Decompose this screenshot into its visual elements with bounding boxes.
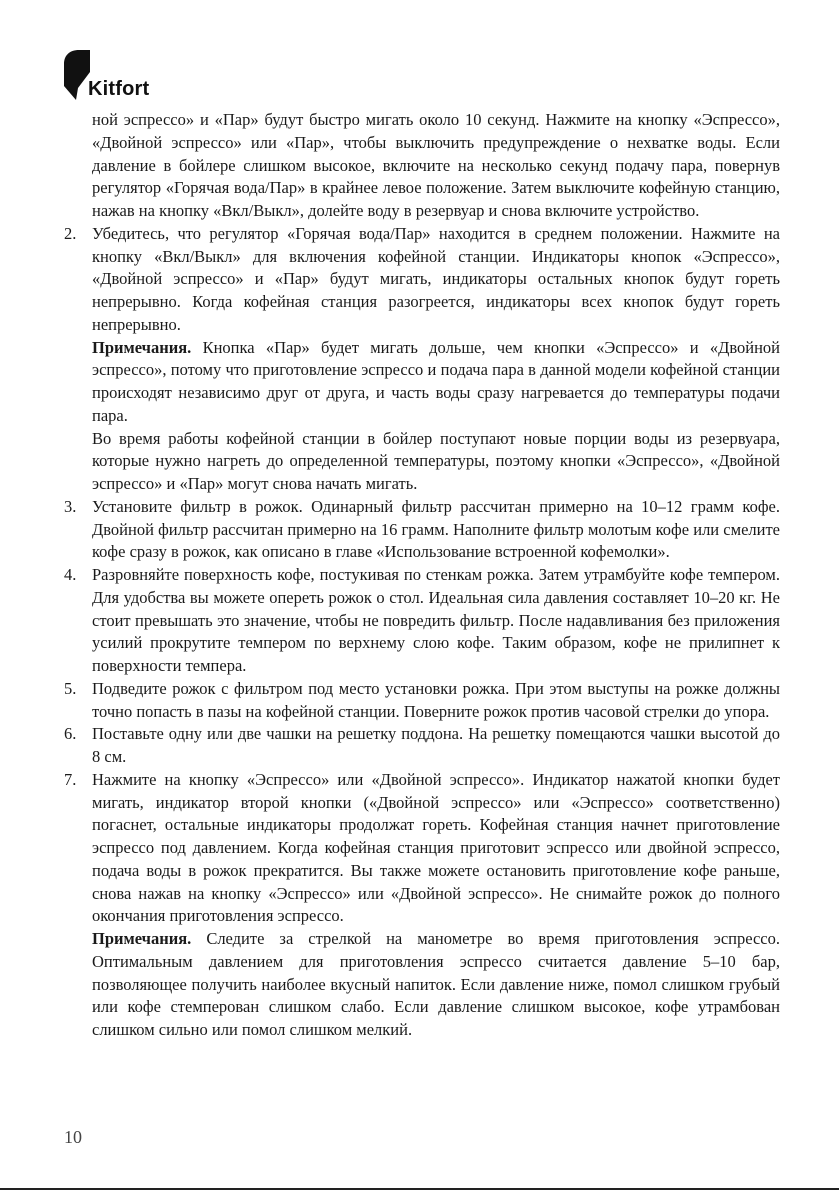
intro-paragraph: ной эспрессо» и «Пар» будут быстро мигать около 10 секунд. Нажмите на кнопку «Эспрессо», «Двойной эспрессо» или «Пар», чтобы выключить предупреждение о нехватке воды. Если давление в бойлере слишком высокое, включите на несколько секунд подачу пара, повернув регулятор «Горячая вода/Пар» в крайнее левое положение. Затем выключите кофейную станцию, нажав на кнопку «Вкл/Выкл», долейте воду в резервуар и снова включите устройство. — [92, 110, 780, 220]
item-text: Подведите рожок с фильтром под место установки рожка. При этом выступы на рожке должны точно попасть в пазы на кофейной станции. Поверните рожок против часовой стрелки до упора. — [92, 678, 780, 721]
list-item-6 — [62, 723, 780, 769]
note-paragraph — [92, 337, 780, 428]
item-number: 4. — [64, 565, 77, 584]
item-number: 6. — [64, 724, 77, 744]
item-text: Нажмите на кнопку «Эспрессо» или «Двойной эспрессо». Индикатор нажатой кнопки будет мигать, индикатор второй кнопки («Двойной эспрессо» или «Эспрессо» соответственно) погаснет, остальные индикаторы продолжат гореть. Кофейная станция начнет приготовление эспрессо под давлением. Когда кофейная станция приготовит эспрессо или двойной эспрессо, подача воды в рожок прекратится. Вы также можете остановить приготовление кофе раньше, снова нажав на кнопку «Эспрессо» или «Двойной эспрессо». Не снимайте рожок до полного окончания приготовления эспрессо. — [92, 769, 780, 926]
note-text: Кнопка «Пар» будет мигать дольше, чем кнопки «Эспрессо» и «Двойной эспрессо», потому что приготовление эспрессо и подача пара в данной модели кофейной станции происходят независимо друг от друга, и часть воды сразу нагревается до температуры подачи пара. — [92, 337, 781, 425]
kitfort-logo-mark-icon — [64, 50, 90, 100]
note-label: Примечания. — [92, 929, 192, 948]
item-text: Разровняйте поверхность кофе, постукивая по стенкам рожка. Затем утрамбуйте кофе темпером. Для удобства вы можете опереть рожок о стол. Идеальная сила давления составляет 10–20 кг. Не стоит превышать это значение, чтобы не повредить фильтр. После надавливания без приложения усилий прокрутите темпером по верхнему слою кофе. Таким образом, кофе не прилипнет к поверхности темпера. — [92, 565, 780, 675]
note-label: Примечания. — [92, 337, 192, 357]
item-number: 3. — [64, 496, 77, 516]
list-item-7 — [62, 769, 780, 1042]
item-text: Установите фильтр в рожок. Одинарный фильтр рассчитан примерно на 10–12 грамм кофе. Двойной фильтр рассчитан примерно на 16 грамм. Наполните фильтр молотым кофе или смелите кофе сразу в рожок, как описано в главе «Использование встроенной кофемолки». — [92, 496, 780, 562]
item-number: 2. — [64, 223, 77, 243]
page-number: 10 — [64, 1127, 82, 1147]
brand-name: Kitfort — [88, 78, 150, 100]
item-number: 5. — [64, 678, 77, 698]
note-text: Следите за стрелкой на манометре во время приготовления эспрессо. Оптимальным давлением для приготовления эспрессо считается давление 5–10 бар, позволяющее получить наиболее вкусный напиток. Если давление ниже, помол слишком грубый или кофе стемперован слишком слабо. Если давление слишком высокое, кофе утрамбован слишком сильно или помол слишком мелкий. — [92, 929, 780, 1039]
item-number: 7. — [64, 769, 77, 789]
item-text: Поставьте одну или две чашки на решетку поддона. На решетку помещаются чашки высотой до 8 см. — [92, 724, 780, 766]
note-paragraph — [92, 928, 780, 1042]
item-text: Убедитесь, что регулятор «Горячая вода/Пар» находится в среднем положении. Нажмите на кнопку «Вкл/Выкл» для включения кофейной станции. Индикаторы кнопок «Эспрессо», «Двойной эспрессо» и «Пар» будут мигать, индикаторы остальных кнопок будут гореть непрерывно. Когда кофейная станция разогреется, индикаторы всех кнопок будут гореть непрерывно. — [92, 223, 780, 334]
list-item-4 — [62, 564, 780, 678]
list-item-5 — [62, 678, 780, 724]
document-body — [62, 109, 780, 1042]
kitfort-logo — [64, 50, 174, 102]
bottom-divider — [0, 1188, 839, 1190]
list-item-2 — [62, 223, 780, 496]
list-item-3 — [62, 496, 780, 564]
extra-paragraph: Во время работы кофейной станции в бойлер поступают новые порции воды из резервуара, которые нужно нагреть до определенной температуры, поэтому кнопки «Эспрессо», «Двойной эспрессо» и «Пар» могут снова начать мигать. — [92, 428, 780, 493]
